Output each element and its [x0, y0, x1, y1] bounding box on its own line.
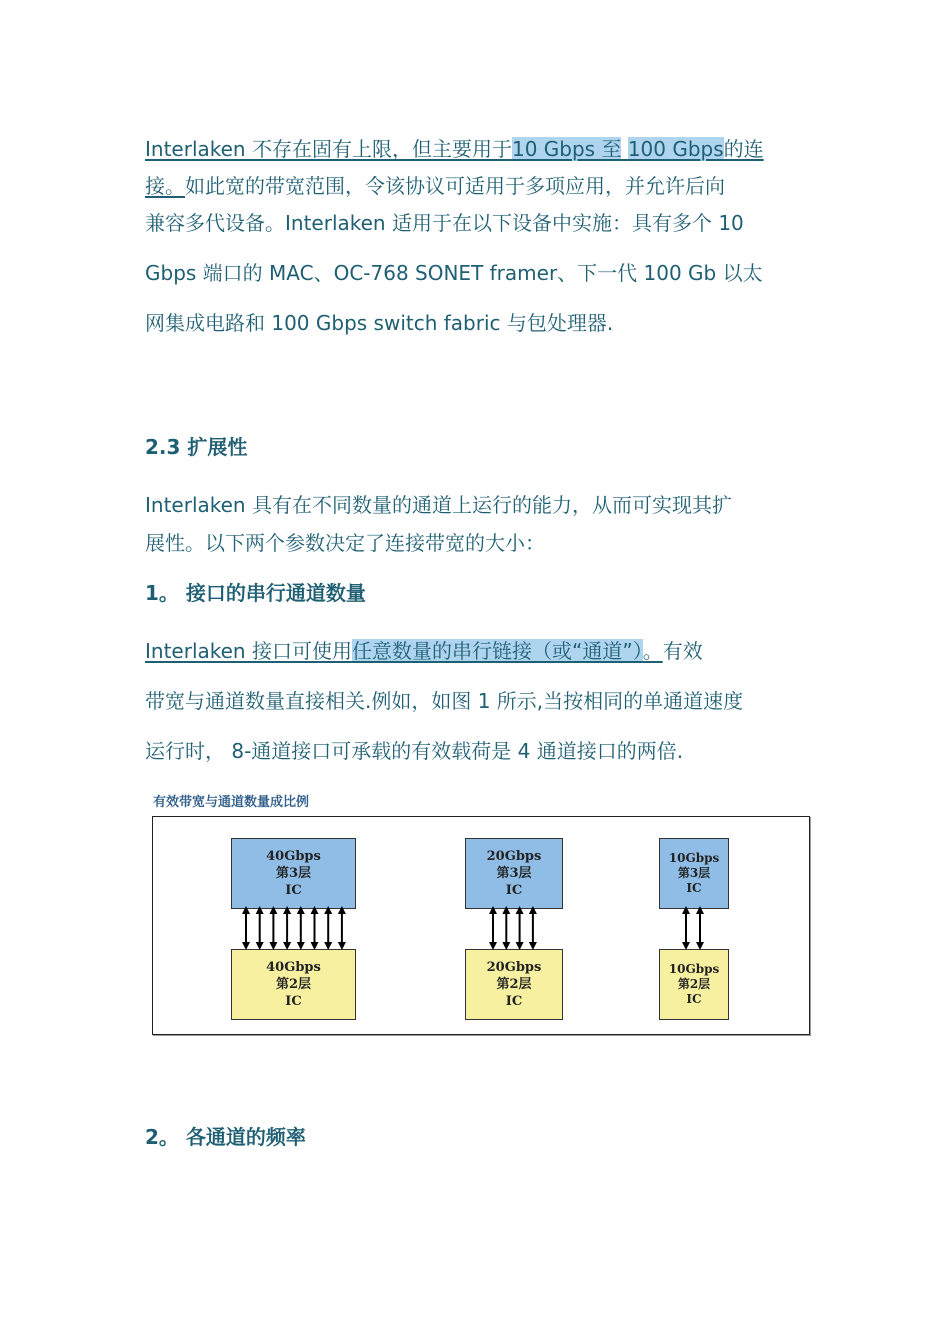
box-label: 第2层 — [677, 977, 711, 991]
p3-line-2: 带宽与通道数量直接相关.例如，如图 1 所示,当按相同的单通道速度 — [145, 689, 744, 713]
p1-link-text[interactable]: Interlaken 不存在固有上限，但主要用于 — [145, 137, 512, 161]
box-label: IC — [686, 881, 702, 895]
p3-link-end[interactable]: 。 — [642, 639, 663, 663]
box-label: 第2层 — [275, 977, 312, 992]
subheading-1: 1。 接口的串行通道数量 — [145, 581, 366, 605]
box-label: 第2层 — [496, 977, 532, 992]
box-label: IC — [505, 883, 523, 898]
box-label: 10Gbps — [668, 962, 720, 976]
box-label: 40Gbps — [266, 849, 321, 864]
box-label: 10Gbps — [668, 851, 720, 865]
box-label: 20Gbps — [486, 960, 542, 975]
p1-text: 如此宽的带宽范围，令该协议可适用于多项应用，并允许后向 — [185, 174, 725, 198]
p3-highlight-lanes[interactable]: 任意数量的串行链接（或“通道”） — [351, 639, 643, 663]
p1-line-5: 网集成电路和 100 Gbps switch fabric 与包处理器. — [145, 311, 614, 335]
box-label: 40Gbps — [266, 960, 321, 975]
p3-link-text[interactable]: Interlaken 接口可使用 — [145, 639, 352, 663]
box-label: IC — [285, 883, 302, 898]
p1-line-4: Gbps 端口的 MAC、OC-768 SONET framer、下一代 100 Gb 以太 — [145, 261, 763, 285]
box-label: 20Gbps — [486, 849, 542, 864]
box-label: IC — [505, 994, 523, 1009]
figure-title: 有效带宽与通道数量成比例 — [153, 795, 310, 810]
box-label: 第3层 — [677, 866, 711, 880]
p2-line-2: 展性。以下两个参数决定了连接带宽的大小： — [145, 531, 545, 555]
p1-line-3: 兼容多代设备。Interlaken 适用于在以下设备中实施：具有多个 10 — [145, 211, 744, 235]
subheading-2: 2。 各通道的频率 — [145, 1125, 306, 1149]
section-heading-2-3: 2.3 扩展性 — [145, 435, 248, 459]
box-label: 第3层 — [275, 866, 312, 881]
box-label: IC — [686, 992, 702, 1006]
p2-line-1: Interlaken 具有在不同数量的通道上运行的能力，从而可实现其扩 — [145, 493, 732, 517]
p1-link-tail[interactable]: 的连 — [723, 137, 764, 161]
p1-highlight-10gbps[interactable]: 10 Gbps 至 — [511, 137, 622, 161]
p1-highlight-100gbps[interactable]: 100 Gbps — [627, 137, 724, 161]
box-label: 第3层 — [496, 866, 532, 881]
p3-text: 有效 — [662, 639, 703, 663]
box-label: IC — [285, 994, 302, 1009]
p3-line-3: 运行时， 8-通道接口可承载的有效载荷是 4 通道接口的两倍. — [145, 739, 684, 763]
p1-link-end[interactable]: 接。 — [145, 174, 185, 198]
